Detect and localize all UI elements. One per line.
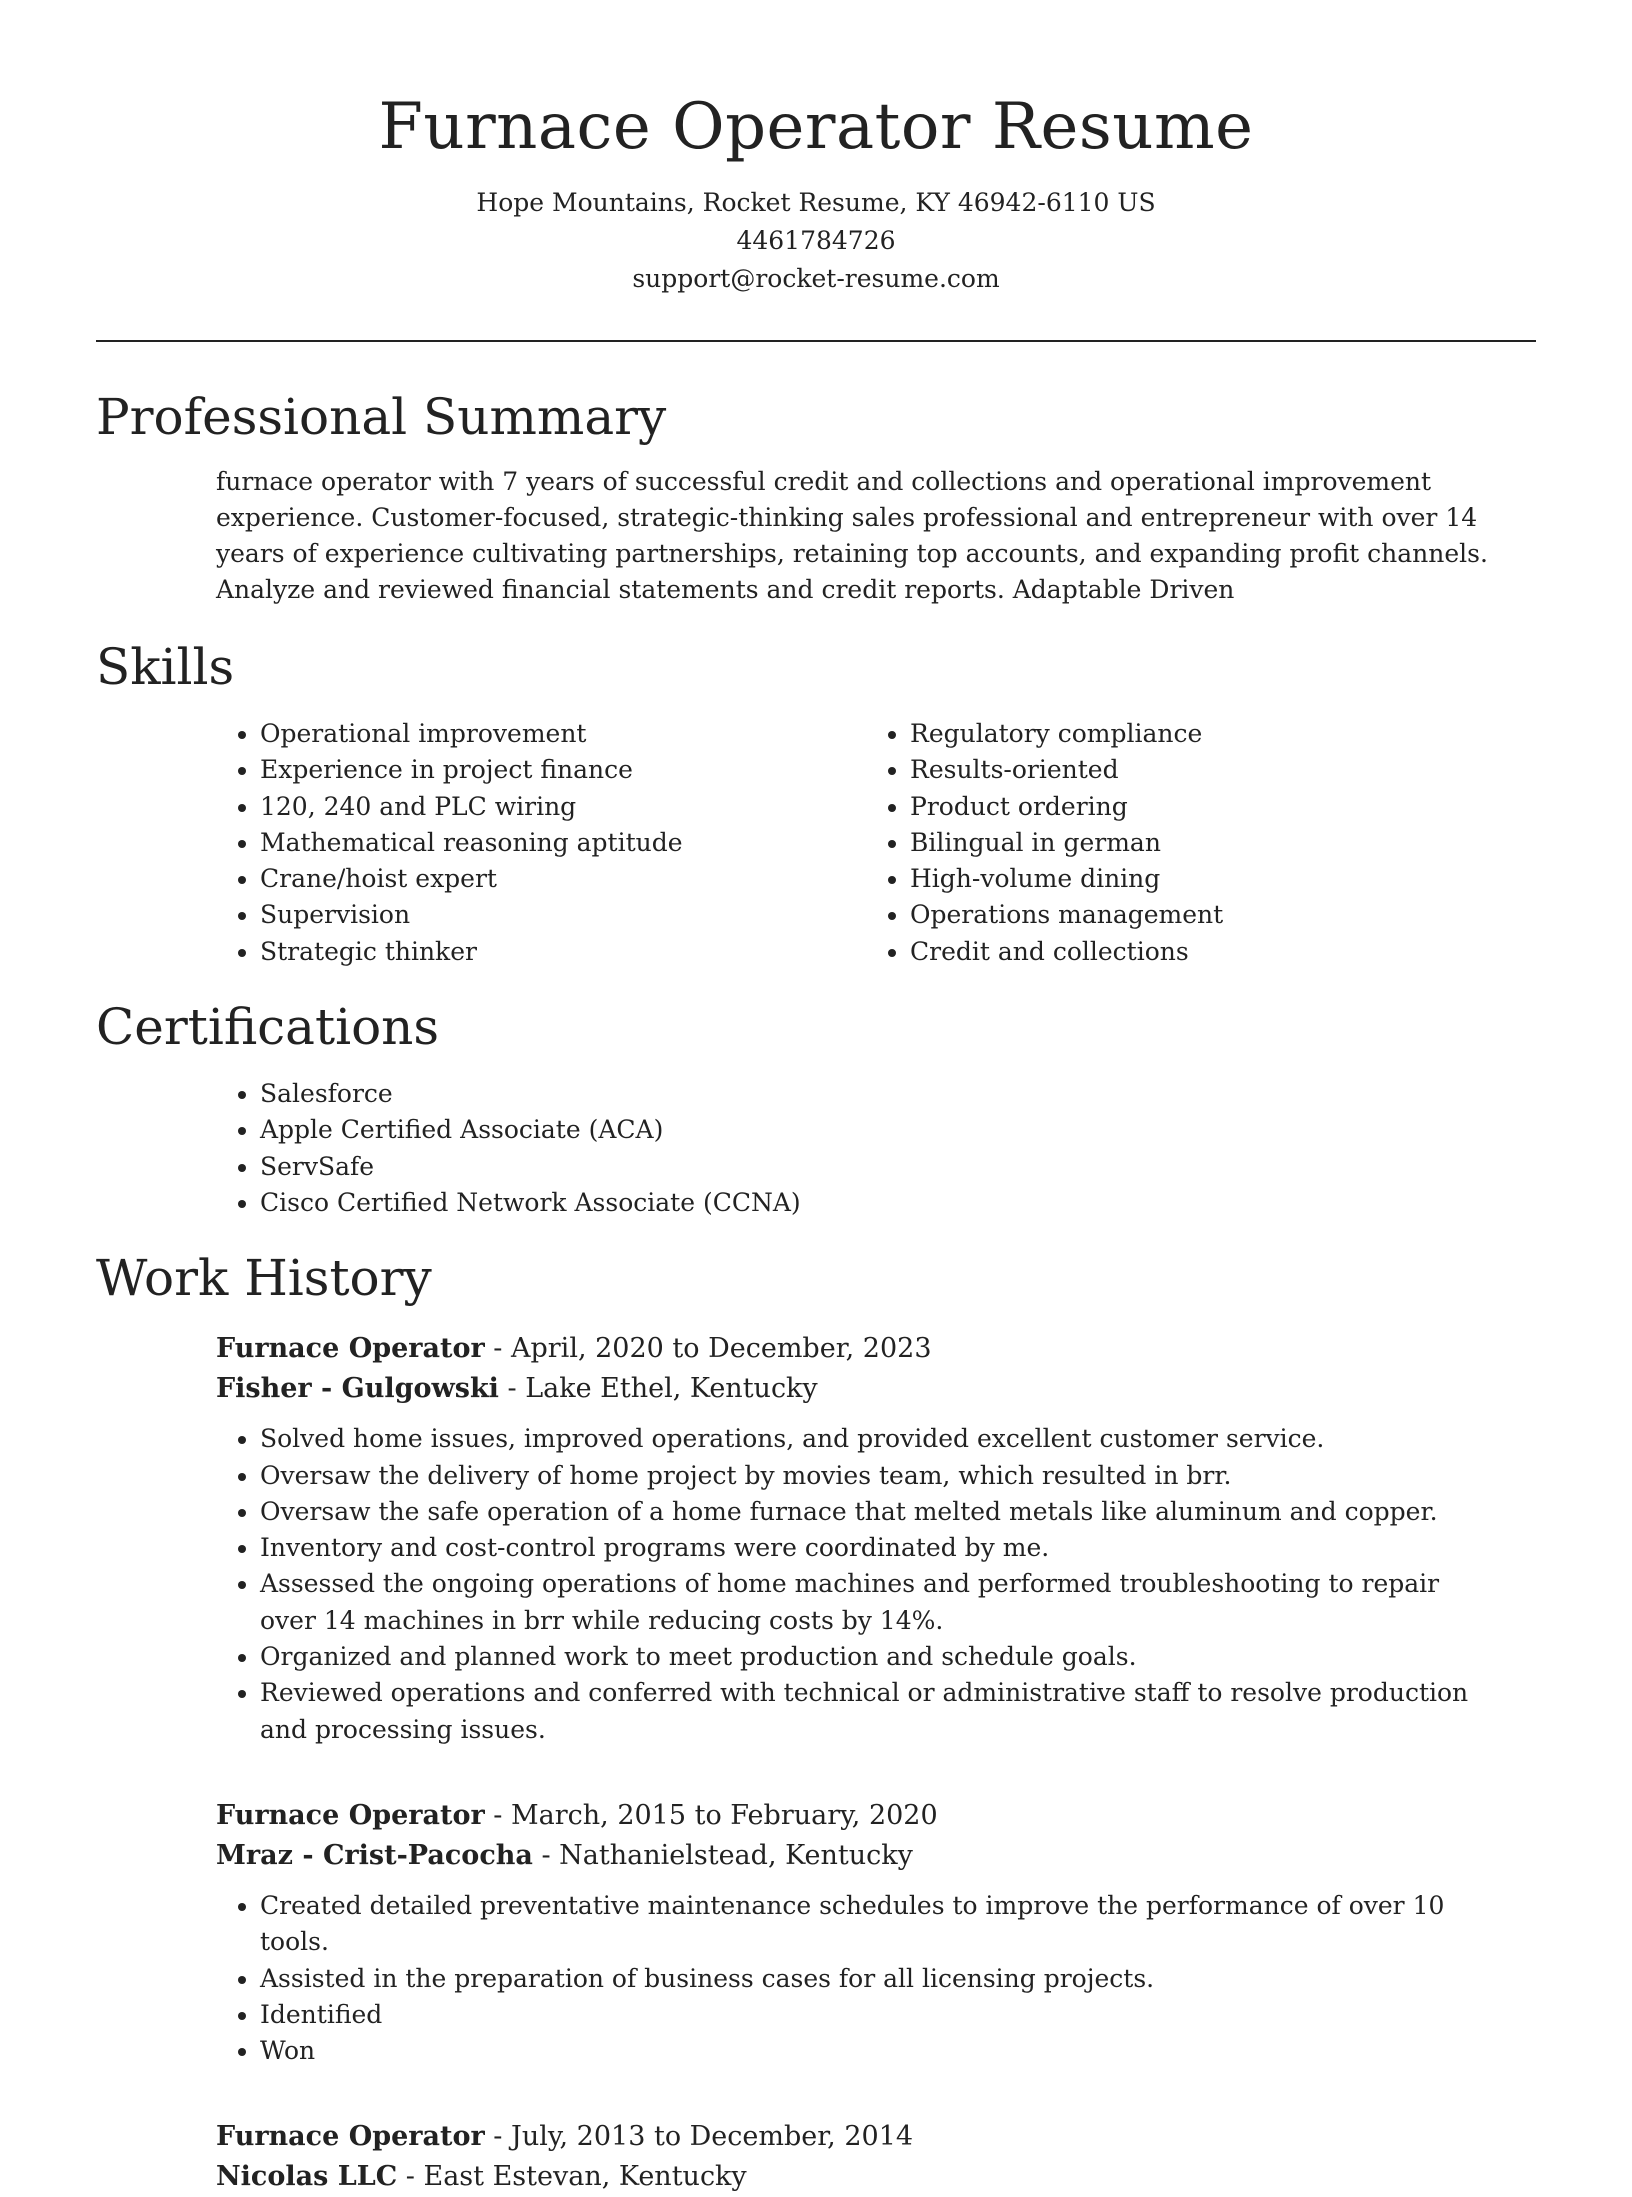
skill-item: • Results-oriented bbox=[910, 752, 1516, 788]
job-role: Furnace Operator bbox=[216, 2121, 485, 2153]
job-role: Furnace Operator bbox=[216, 1333, 485, 1365]
skill-item: • 120, 240 and PLC wiring bbox=[260, 789, 866, 825]
work-history-heading: Work History bbox=[96, 1249, 432, 1308]
resume-header bbox=[96, 0, 1536, 298]
job-title-line bbox=[216, 1796, 1536, 1836]
contact-address: Hope Mountains, Rocket Resume, KY 46942-6110 US bbox=[476, 188, 1156, 217]
job-title-line bbox=[216, 2117, 1536, 2157]
job-company: Fisher - Gulgowski bbox=[216, 1373, 499, 1405]
skill-item: • Supervision bbox=[260, 897, 866, 933]
summary-section bbox=[96, 384, 1536, 608]
job-duty-item: • Oversaw the safe operation of a home furnace that melted metals like aluminum and copper. bbox=[260, 1494, 1476, 1530]
job-dates: - March, 2015 to February, 2020 bbox=[484, 1799, 938, 1831]
job-duty-item: • Won bbox=[260, 2033, 1476, 2069]
skills-grid bbox=[96, 716, 1536, 970]
skill-item: • Credit and collections bbox=[910, 934, 1516, 970]
job-dates: - July, 2013 to December, 2014 bbox=[484, 2121, 914, 2153]
job-company: Nicolas LLC bbox=[216, 2161, 398, 2193]
certification-item: • Salesforce bbox=[260, 1076, 1536, 1112]
job-dates: - April, 2020 to December, 2023 bbox=[484, 1333, 932, 1365]
skill-item: • Regulatory compliance bbox=[910, 716, 1516, 752]
job-duty-item: • Reviewed operations and conferred with technical or administrative staff to resolve production and processing issues. bbox=[260, 1675, 1476, 1748]
job-entry bbox=[96, 1329, 1536, 1748]
skill-item: • Bilingual in german bbox=[910, 825, 1516, 861]
job-location: - Lake Ethel, Kentucky bbox=[498, 1373, 818, 1405]
job-company: Mraz - Crist-Pacocha bbox=[216, 1839, 533, 1871]
job-duty-item: • Inventory and cost-control programs were coordinated by me. bbox=[260, 1530, 1476, 1566]
job-location: - East Estevan, Kentucky bbox=[397, 2161, 747, 2193]
job-employer-line bbox=[216, 2157, 1536, 2197]
job-duty-item: • Oversaw the delivery of home project by movies team, which resulted in brr. bbox=[260, 1458, 1476, 1494]
contact-email: support@rocket-resume.com bbox=[632, 264, 1000, 293]
header-divider bbox=[96, 340, 1536, 342]
job-duty-item: • Solved home issues, improved operations, and provided excellent customer service. bbox=[260, 1421, 1476, 1457]
skills-section bbox=[96, 634, 1536, 970]
job-duty-item: • Organized and planned work to meet production and schedule goals. bbox=[260, 1639, 1476, 1675]
summary-heading: Professional Summary bbox=[96, 388, 667, 446]
skill-item: • Strategic thinker bbox=[260, 934, 866, 970]
job-duty-item: • Identified bbox=[260, 1997, 1476, 2033]
skills-column-left bbox=[216, 716, 866, 970]
certification-item: • Cisco Certified Network Associate (CCNA) bbox=[260, 1185, 1536, 1221]
skill-item: • Crane/hoist expert bbox=[260, 861, 866, 897]
contact-phone: 4461784726 bbox=[736, 226, 896, 255]
skill-item: • Experience in project finance bbox=[260, 752, 866, 788]
job-title-line bbox=[216, 1329, 1536, 1369]
job-duty-item: • Assisted in the preparation of business cases for all licensing projects. bbox=[260, 1961, 1476, 1997]
job-duties-list bbox=[216, 1421, 1476, 1748]
contact-block bbox=[96, 184, 1536, 298]
resume-title: Furnace Operator Resume bbox=[378, 90, 1254, 164]
job-employer-line bbox=[216, 1369, 1536, 1409]
certifications-section bbox=[96, 994, 1536, 1221]
job-duty-item: • Assessed the ongoing operations of home machines and performed troubleshooting to repair over 14 machines in brr while reducing costs by 14%. bbox=[260, 1566, 1476, 1639]
job-location: - Nathanielstead, Kentucky bbox=[532, 1839, 913, 1871]
work-history-section bbox=[96, 1245, 1536, 2197]
job-role: Furnace Operator bbox=[216, 1799, 485, 1831]
skills-heading: Skills bbox=[96, 638, 235, 696]
certifications-list bbox=[216, 1076, 1536, 1221]
skill-item: • Mathematical reasoning aptitude bbox=[260, 825, 866, 861]
summary-text: furnace operator with 7 years of successful credit and collections and operational improvement experience. Customer-focused, strategic-thinking sales professional and entrepreneur with over 14 years of experience cultivating partnerships, retaining top accounts, and expanding profit channels. Analyze and reviewed financial statements and credit reports. Adaptable Driven bbox=[216, 467, 1488, 604]
skills-column-right bbox=[866, 716, 1516, 970]
skill-item: • High-volume dining bbox=[910, 861, 1516, 897]
job-entry bbox=[96, 1796, 1536, 2069]
certification-item: • Apple Certified Associate (ACA) bbox=[260, 1112, 1536, 1148]
certification-item: • ServSafe bbox=[260, 1149, 1536, 1185]
skill-item: • Product ordering bbox=[910, 789, 1516, 825]
job-employer-line bbox=[216, 1836, 1536, 1876]
skill-item: • Operational improvement bbox=[260, 716, 866, 752]
job-duty-item: • Created detailed preventative maintenance schedules to improve the performance of over 10 tools. bbox=[260, 1888, 1476, 1961]
job-duties-list bbox=[216, 1888, 1476, 2069]
certifications-heading: Certifications bbox=[96, 998, 440, 1057]
job-entry bbox=[96, 2117, 1536, 2197]
skill-item: • Operations management bbox=[910, 897, 1516, 933]
